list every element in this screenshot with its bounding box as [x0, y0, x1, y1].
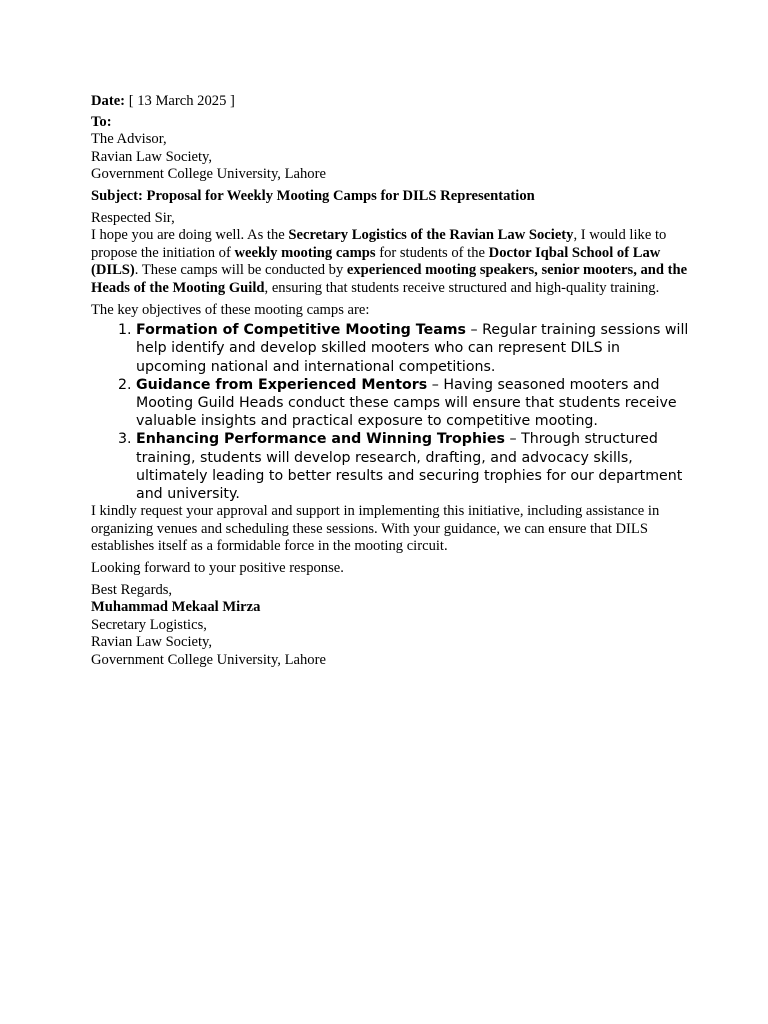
sender-detail: Secretary Logistics, [91, 616, 207, 633]
intro-text: for students of the [375, 244, 489, 261]
intro-text: , I would like to propose the initiation of [91, 227, 667, 261]
recipient-line: The Advisor, [91, 131, 167, 148]
intro-text: . These camps will be conducted by [134, 262, 347, 279]
recipient-line: Government College University, Lahore [91, 166, 326, 183]
objective-item [136, 376, 691, 431]
letter-page [91, 93, 691, 670]
intro-text: , ensuring that students receive structured and high-quality training. [264, 279, 660, 296]
date-label: Date: [91, 93, 126, 109]
closing-line: Looking forward to your positive response. [91, 559, 344, 576]
request-paragraph: I kindly request your approval and support in implementing this initiative, including assistance in organizing venues and scheduling these sessions. With your guidance, we can ensure that DILS establishes itself as a formidable force in the mooting circuit. [91, 503, 660, 555]
objective-item [136, 430, 691, 503]
recipient-line: Ravian Law Society, [91, 148, 213, 165]
date-line [91, 93, 691, 111]
objective-title: Guidance from Experienced Mentors [136, 376, 428, 393]
objective-text: – Having seasoned mooters and Mooting Guild Heads conduct these camps will ensure that students receive valuable insights and practical exposure to competitive mooting. [136, 376, 677, 430]
objective-title: Formation of Competitive Mooting Teams [136, 322, 466, 339]
to-label: To: [91, 113, 112, 130]
objective-title: Enhancing Performance and Winning Trophies [136, 431, 505, 448]
sender-detail: Government College University, Lahore [91, 651, 326, 668]
subject-line: Subject: Proposal for Weekly Mooting Camps for DILS Representation [91, 187, 535, 204]
sender-detail: Ravian Law Society, [91, 634, 213, 651]
objectives-list [91, 321, 691, 503]
date-value: [ 13 March 2025 ] [125, 93, 235, 109]
intro-text: I hope you are doing well. As the [91, 227, 289, 244]
objective-item [136, 321, 691, 376]
objective-text: – Regular training sessions will help identify and develop skilled mooters who can represent DILS in upcoming national and international competitions. [136, 322, 689, 375]
salutation: Respected Sir, [91, 209, 175, 226]
objective-text: – Through structured training, students will develop research, drafting, and advocacy skills, ultimately leading to better results and securing trophies for our department and university. [136, 431, 683, 502]
sign-off: Best Regards, [91, 581, 173, 598]
intro-emphasis: Secretary Logistics of the Ravian Law Society [288, 227, 574, 244]
intro-emphasis: experienced mooting speakers, senior mooters, and the Heads of the Mooting Guild [91, 262, 688, 296]
objectives-intro: The key objectives of these mooting camps are: [91, 301, 370, 318]
intro-emphasis: Doctor Iqbal School of Law (DILS) [91, 244, 661, 279]
intro-paragraph [91, 227, 691, 297]
intro-emphasis: weekly mooting camps [234, 244, 376, 261]
sender-name: Muhammad Mekaal Mirza [91, 599, 261, 616]
